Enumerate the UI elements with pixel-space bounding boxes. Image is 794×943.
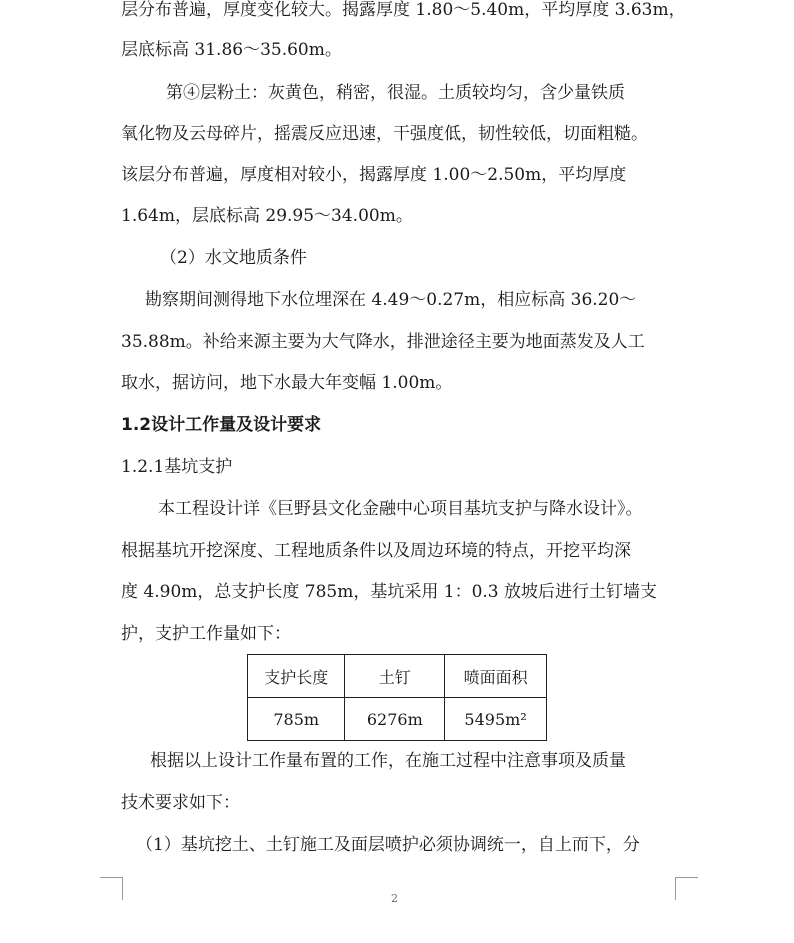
- body-text-line: 护，支护工作量如下：: [121, 624, 291, 644]
- subsection-heading: 1.2.1基坑支护: [121, 457, 233, 477]
- table-header-cell: 支护长度: [248, 655, 345, 698]
- table-row: [248, 698, 547, 741]
- table-header-cell: 喷面面积: [445, 655, 547, 698]
- table-cell: 5495m²: [445, 698, 547, 741]
- page-number: 2: [391, 892, 398, 905]
- table-cell: 785m: [248, 698, 345, 741]
- body-text-line: 氧化物及云母碎片，摇震反应迅速，干强度低，韧性较低，切面粗糙。: [121, 124, 648, 144]
- sub-heading: （2）水文地质条件: [160, 248, 307, 268]
- section-heading: 1.2设计工作量及设计要求: [121, 415, 322, 435]
- table-cell: 6276m: [345, 698, 445, 741]
- page-corner-mark: [675, 877, 698, 900]
- body-text-line: 勘察期间测得地下水位埋深在 4.49～0.27m，相应标高 36.20～: [145, 290, 637, 310]
- body-text-line: 35.88m。补给来源主要为大气降水，排泄途径主要为地面蒸发及人工: [121, 332, 645, 352]
- body-text-line: 根据基坑开挖深度、工程地质条件以及周边环境的特点，开挖平均深: [121, 541, 631, 561]
- body-text-line: 本工程设计详《巨野县文化金融中心项目基坑支护与降水设计》。: [158, 499, 643, 519]
- body-text-line: 取水，据访问，地下水最大年变幅 1.00m。: [121, 373, 453, 393]
- table-header-row: [248, 655, 547, 698]
- body-text-line: （1）基坑挖土、土钉施工及面层喷护必须协调统一，自上而下，分: [136, 835, 640, 855]
- body-text-line: 技术要求如下：: [121, 793, 240, 813]
- support-workload-table: [247, 654, 547, 741]
- body-text-line: 层底标高 31.86～35.60m。: [121, 40, 342, 60]
- page-corner-mark: [100, 877, 123, 900]
- body-text-line: 第④层粉土：灰黄色，稍密，很湿。土质较均匀，含少量铁质: [166, 83, 625, 103]
- body-text-line: 该层分布普遍，厚度相对较小，揭露厚度 1.00～2.50m，平均厚度: [121, 165, 627, 185]
- body-text-line: 层分布普遍，厚度变化较大。揭露厚度 1.80～5.40m，平均厚度 3.63m，: [121, 0, 686, 20]
- table-header-cell: 土钉: [345, 655, 445, 698]
- body-text-line: 根据以上设计工作量布置的工作，在施工过程中注意事项及质量: [150, 751, 626, 771]
- body-text-line: 度 4.90m，总支护长度 785m，基坑采用 1：0.3 放坡后进行土钉墙支: [121, 582, 658, 602]
- body-text-line: 1.64m，层底标高 29.95～34.00m。: [121, 206, 413, 226]
